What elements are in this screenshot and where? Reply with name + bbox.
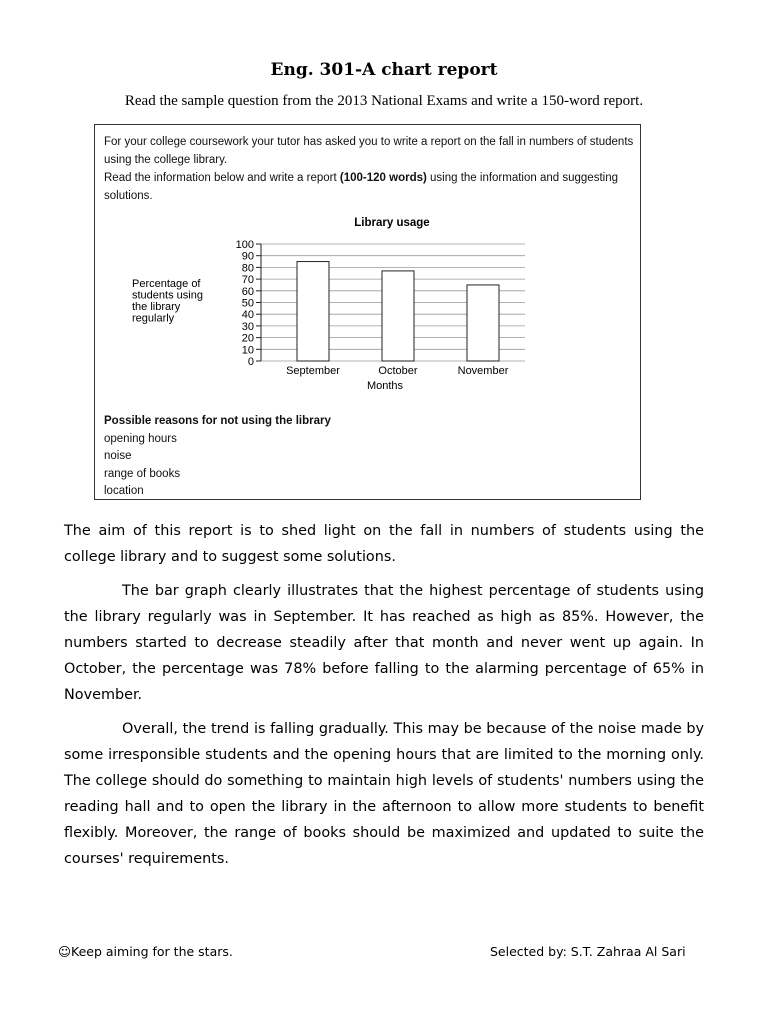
x-tick-label: October [378,365,418,377]
y-tick-label: 20 [241,332,254,345]
reason-item: location [104,485,144,497]
y-axis-label [132,278,203,325]
bar-october [382,271,414,361]
y-tick-label: 100 [235,239,254,251]
y-axis-label-line: students using [132,289,203,302]
prompt-line-2-pre: Read the information below and write a report [104,172,340,184]
reason-item: opening hours [104,432,177,445]
y-axis-ticks [236,239,261,368]
y-tick-label: 50 [241,297,254,310]
instruction-text: Read the sample question from the 2013 National Exams and write a 150-word report. [124,93,644,109]
y-tick-label: 60 [241,285,254,298]
bar-september [297,262,329,361]
prompt-line-2-post: using the information and suggesting solutions. [104,172,618,202]
y-axis-label-line: regularly [132,312,175,325]
report-paragraph-2: The bar graph clearly illustrates that the highest percentage of students using the library regularly was in September. It has reached as high as 85%. However, the numbers started to decrease steadily after that month and never went up again. In October, the percentage was 78% before falling to the alarming percentage of 65% in November. [64,583,704,703]
prompt-word-count: (100-120 words) [339,172,427,184]
reason-item: range of books [104,467,181,480]
y-axis-label-line: Percentage of [132,278,201,290]
report-paragraph-1: The aim of this report is to shed light on the fall in numbers of students using the college library and to suggest some solutions. [64,523,704,565]
x-tick-label: November [457,365,509,377]
y-axis-label-line: the library [132,301,181,313]
y-tick-label: 0 [247,356,254,368]
footer-motto: ☺Keep aiming for the stars. [58,944,233,959]
y-tick-label: 40 [241,309,254,322]
y-tick-label: 90 [241,250,254,263]
exam-question-box [94,124,641,500]
x-axis-label: Months [366,380,404,392]
bars [297,262,499,361]
report-body [64,518,704,880]
x-tick-label: September [286,365,340,377]
library-usage-chart [95,125,640,415]
reason-item: noise [104,450,132,462]
bar-november [467,285,499,361]
prompt-line-1: For your college coursework your tutor has asked you to write a report on the fall in numbers of students using the college library. [104,136,634,166]
footer-author: Selected by: S.T. Zahraa Al Sari [490,944,686,959]
reasons-heading: Possible reasons for not using the library [104,415,331,427]
y-tick-label: 10 [241,344,254,357]
y-tick-label: 30 [241,320,254,333]
page-title: Eng. 301-A chart report [270,60,498,80]
reasons-list [104,413,331,501]
chart-title: Library usage [354,217,430,229]
x-axis-ticks [286,365,509,377]
y-tick-label: 70 [241,274,254,287]
y-tick-label: 80 [241,262,254,275]
report-paragraph-3: Overall, the trend is falling gradually. This may be because of the noise made by some irresponsible students and the opening hours that are limited to the morning only. The college should do something to maintain high levels of students' numbers using the reading hall and to open the library in the afternoon to allow more students to benefit flexibly. Moreover, the range of books should be maximized and updated to suite the courses' requirements. [64,721,704,867]
